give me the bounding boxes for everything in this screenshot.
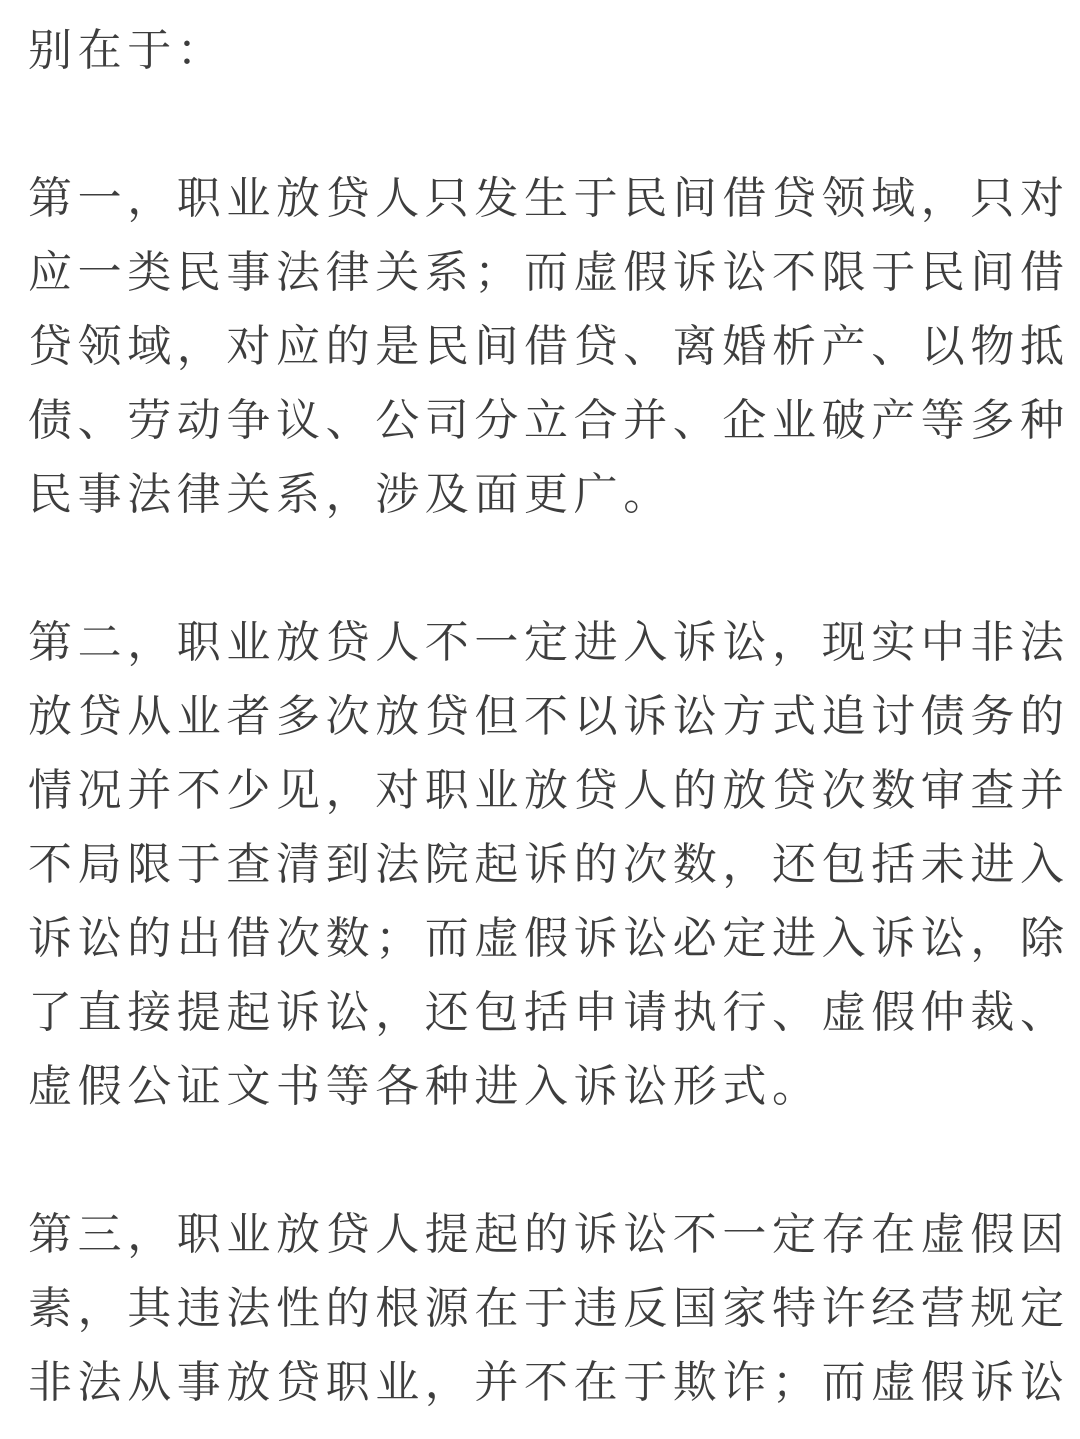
paragraph-spacer bbox=[28, 1124, 1052, 1198]
paragraph-line: 第三，职业放贷人提起的诉讼不一定存在虚假因 bbox=[28, 1209, 1070, 1260]
paragraph-1 bbox=[28, 162, 1070, 532]
paragraph-line: 素，其违法性的根源在于违反国家特许经营规定 bbox=[28, 1283, 1070, 1334]
intro-paragraph bbox=[28, 14, 1052, 88]
paragraph-line: 贷领域，对应的是民间借贷、离婚析产、以物抵 bbox=[28, 321, 1070, 372]
paragraph-line: 情况并不少见，对职业放贷人的放贷次数审查并 bbox=[28, 765, 1070, 816]
paragraph-spacer bbox=[28, 532, 1052, 606]
paragraph-2 bbox=[28, 606, 1070, 1124]
article-body bbox=[28, 14, 1070, 1420]
paragraph-line: 第二，职业放贷人不一定进入诉讼，现实中非法 bbox=[28, 617, 1070, 668]
paragraph-spacer bbox=[28, 88, 1052, 162]
paragraph-line: 虚假公证文书等各种进入诉讼形式。 bbox=[28, 1061, 822, 1112]
paragraph-line: 了直接提起诉讼，还包括申请执行、虚假仲裁、 bbox=[28, 987, 1070, 1038]
paragraph-line: 不局限于查清到法院起诉的次数，还包括未进入 bbox=[28, 839, 1070, 890]
paragraph-line: 民事法律关系，涉及面更广。 bbox=[28, 469, 673, 520]
paragraph-3 bbox=[28, 1198, 1070, 1420]
paragraph-line: 诉讼的出借次数；而虚假诉讼必定进入诉讼，除 bbox=[28, 913, 1070, 964]
paragraph-line: 应一类民事法律关系；而虚假诉讼不限于民间借 bbox=[28, 247, 1070, 298]
paragraph-line: 放贷从业者多次放贷但不以诉讼方式追讨债务的 bbox=[28, 691, 1070, 742]
intro-line: 别在于： bbox=[28, 25, 227, 76]
paragraph-line: 第一，职业放贷人只发生于民间借贷领域，只对 bbox=[28, 173, 1070, 224]
paragraph-line: 非法从事放贷职业，并不在于欺诈；而虚假诉讼 bbox=[28, 1357, 1070, 1408]
paragraph-line: 债、劳动争议、公司分立合并、企业破产等多种 bbox=[28, 395, 1070, 446]
